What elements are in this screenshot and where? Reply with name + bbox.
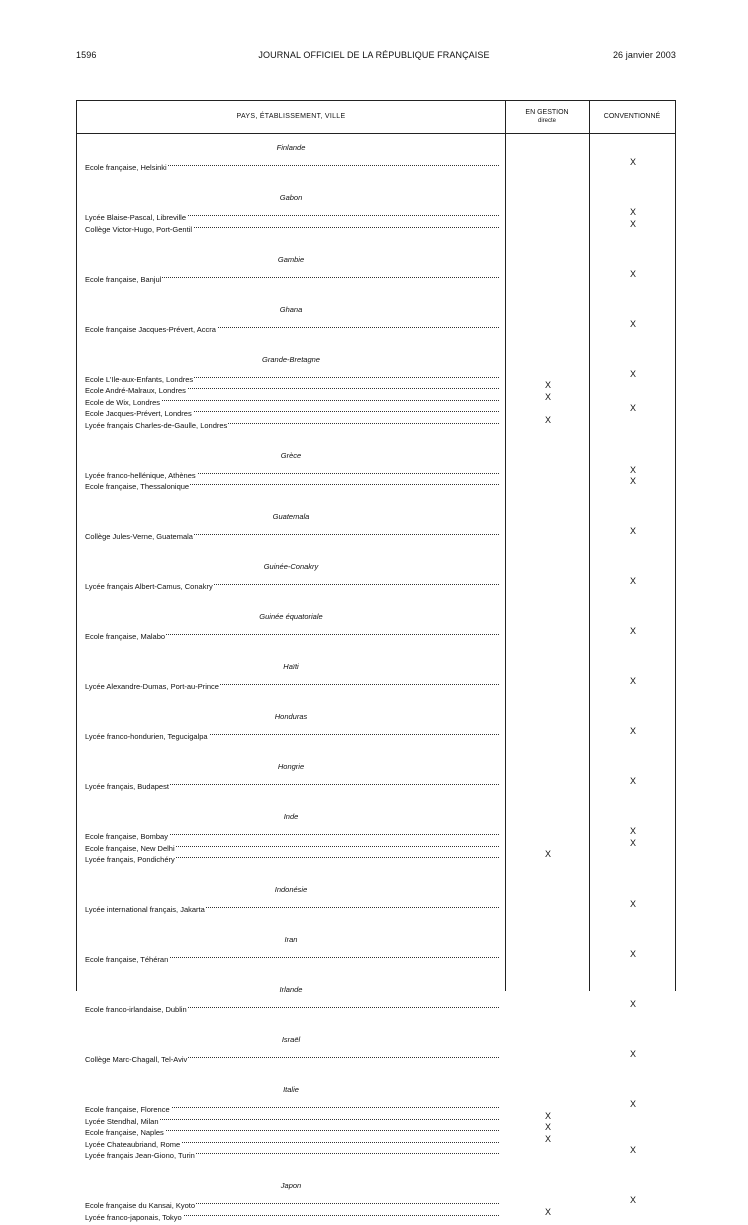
- column-header-direct-management: [505, 109, 589, 125]
- country-heading: Irlande: [279, 985, 303, 994]
- establishment-name: Ecole française, Helsinki: [85, 163, 167, 172]
- establishment-name: Lycée franco-hondurien, Tegucigalpa: [85, 732, 208, 741]
- table-row: [85, 526, 499, 541]
- table-row: [85, 1049, 499, 1064]
- establishment-name: Lycée français Jean-Giono, Turin: [85, 1151, 195, 1160]
- establishment-name: Ecole française, Thessalonique: [85, 482, 190, 491]
- table-row: [85, 319, 499, 334]
- country-heading: Guinée-Conakry: [263, 562, 319, 571]
- establishment-name: Lycée franco-japonais, Tokyo: [85, 1212, 182, 1222]
- country-heading: Indonésie: [274, 885, 308, 894]
- table-header: [77, 101, 675, 134]
- conventionne-mark: X: [629, 776, 636, 786]
- establishment-name: Ecole Jacques-Prévert, Londres: [85, 409, 192, 418]
- establishment-name: Ecole française, New Delhi: [85, 843, 175, 853]
- country-heading: Grande-Bretagne: [262, 354, 320, 364]
- column-header-establishment: PAYS, ÉTABLISSEMENT, VILLE: [236, 113, 346, 120]
- establishment-name: Ecole française Jacques-Prévert, Accra: [85, 324, 216, 334]
- table-row: [85, 465, 499, 480]
- establishment-name: Ecole française, Banjul: [85, 274, 162, 284]
- establishment-name: Lycée Stendhal, Milan: [85, 1116, 159, 1126]
- publication-date: 26 janvier 2003: [612, 50, 676, 60]
- establishment-name: Collège Marc-Chagall, Tel-Aviv: [85, 1055, 188, 1064]
- conventionne-mark: X: [629, 268, 636, 279]
- table-row: [85, 1099, 499, 1114]
- table-row: [85, 999, 499, 1014]
- establishment-name: Lycée français Albert-Camus, Conakry: [85, 582, 213, 591]
- direct-management-mark: X: [544, 1110, 551, 1121]
- country-heading: Guatemala: [272, 512, 310, 521]
- country-heading: Guinée équatoriale: [259, 612, 323, 621]
- country-heading: Honduras: [274, 712, 308, 721]
- country-heading: Italie: [283, 1085, 299, 1094]
- direct-management-mark: X: [544, 380, 551, 390]
- conventionne-mark: X: [629, 899, 636, 909]
- column-divider: [505, 101, 506, 991]
- establishment-name: Ecole française, Naples: [85, 1128, 164, 1137]
- table-row: [85, 949, 499, 964]
- conventionne-mark: X: [629, 403, 636, 413]
- table-row: [85, 776, 499, 791]
- conventionne-mark: X: [629, 1195, 636, 1205]
- conventionne-mark: X: [629, 726, 636, 736]
- establishment-name: Lycée français, Pondichéry: [85, 855, 175, 864]
- conventionne-mark: X: [629, 207, 636, 217]
- country-heading: Japon: [280, 1181, 302, 1190]
- conventionne-mark: X: [629, 318, 636, 329]
- table-row: [85, 269, 499, 284]
- conventionne-mark: X: [629, 676, 636, 686]
- establishment-name: Ecole franco-irlandaise, Dublin: [85, 1005, 187, 1014]
- conventionne-mark: X: [629, 999, 636, 1009]
- country-heading: Grèce: [280, 450, 302, 460]
- direct-management-mark: X: [544, 414, 551, 425]
- direct-management-mark: X: [544, 1122, 551, 1132]
- country-heading: Iran: [284, 935, 298, 944]
- direct-management-mark: X: [544, 849, 551, 859]
- table-row: [85, 157, 499, 172]
- page-number: 1596: [76, 50, 97, 60]
- establishment-name: Collège Victor-Hugo, Port-Gentil: [85, 224, 192, 234]
- conventionne-mark: X: [629, 576, 636, 586]
- country-heading: Israël: [281, 1035, 301, 1044]
- conventionne-mark: X: [629, 1145, 636, 1155]
- conventionne-mark: X: [629, 476, 636, 486]
- country-heading: Ghana: [279, 304, 303, 314]
- establishment-name: Lycée Chateaubriand, Rome: [85, 1139, 181, 1149]
- column-header-direct-management-line2: directe: [537, 118, 556, 124]
- country-heading: Haïti: [283, 662, 299, 671]
- conventionne-mark: X: [629, 826, 636, 836]
- column-divider: [589, 101, 590, 991]
- establishment-name: Ecole française, Téhéran: [85, 955, 169, 964]
- country-heading: Gambie: [277, 254, 305, 264]
- establishment-name: Lycée Blaise-Pascal, Libreville: [85, 213, 187, 222]
- establishment-name: Ecole André-Malraux, Londres: [85, 386, 186, 395]
- conventionne-mark: X: [629, 368, 636, 379]
- country-heading: Finlande: [276, 143, 306, 152]
- country-heading: Gabon: [279, 193, 303, 202]
- table-row: [85, 576, 499, 591]
- conventionne-mark: X: [629, 218, 636, 229]
- establishment-name: Lycée français Charles-de-Gaulle, Londres: [85, 420, 228, 430]
- table-row: [85, 369, 499, 384]
- table-row: [85, 676, 499, 691]
- establishment-name: Lycée franco-hellénique, Athènes: [85, 470, 196, 480]
- conventionne-mark: X: [629, 626, 636, 636]
- establishment-name: Ecole française, Malabo: [85, 632, 166, 641]
- table-row: [85, 626, 499, 641]
- country-heading: Hongrie: [277, 762, 305, 771]
- column-header-conventionne: CONVENTIONNÉ: [603, 113, 661, 120]
- table-row: [85, 899, 499, 914]
- establishment-name: Ecole L'Ile-aux-Enfants, Londres: [85, 374, 194, 384]
- establishment-name: Lycée Alexandre-Dumas, Port-au-Prince: [85, 682, 219, 691]
- conventionne-mark: X: [629, 949, 636, 959]
- conventionne-mark: X: [629, 526, 636, 536]
- conventionne-mark: X: [629, 1099, 636, 1109]
- establishment-name: Lycée français, Budapest: [85, 782, 169, 791]
- direct-management-mark: X: [544, 391, 551, 402]
- conventionne-mark: X: [629, 837, 636, 848]
- table-row: [85, 207, 499, 222]
- conventionne-mark: X: [629, 157, 636, 167]
- conventionne-mark: X: [629, 464, 636, 475]
- establishment-name: Ecole française, Bombay: [85, 832, 168, 841]
- establishment-name: Ecole de Wix, Londres: [85, 397, 161, 407]
- table-row: [85, 826, 499, 841]
- establishment-name: Lycée international français, Jakarta: [85, 905, 205, 914]
- establishment-name: Ecole française, Florence: [85, 1105, 170, 1114]
- establishment-name: Ecole française du Kansai, Kyoto: [85, 1201, 196, 1210]
- direct-management-mark: X: [544, 1133, 551, 1144]
- table-row: [85, 726, 499, 741]
- establishment-name: Collège Jules-Verne, Guatemala: [85, 532, 193, 541]
- direct-management-mark: X: [544, 1206, 551, 1217]
- country-heading: Inde: [283, 812, 299, 821]
- table-row: [85, 1195, 499, 1210]
- column-header-direct-management-line1: EN GESTION: [525, 109, 569, 116]
- conventionne-mark: X: [629, 1049, 636, 1059]
- schools-table: [76, 100, 676, 1222]
- journal-title: JOURNAL OFFICIEL DE LA RÉPUBLIQUE FRANÇAISE: [258, 50, 490, 60]
